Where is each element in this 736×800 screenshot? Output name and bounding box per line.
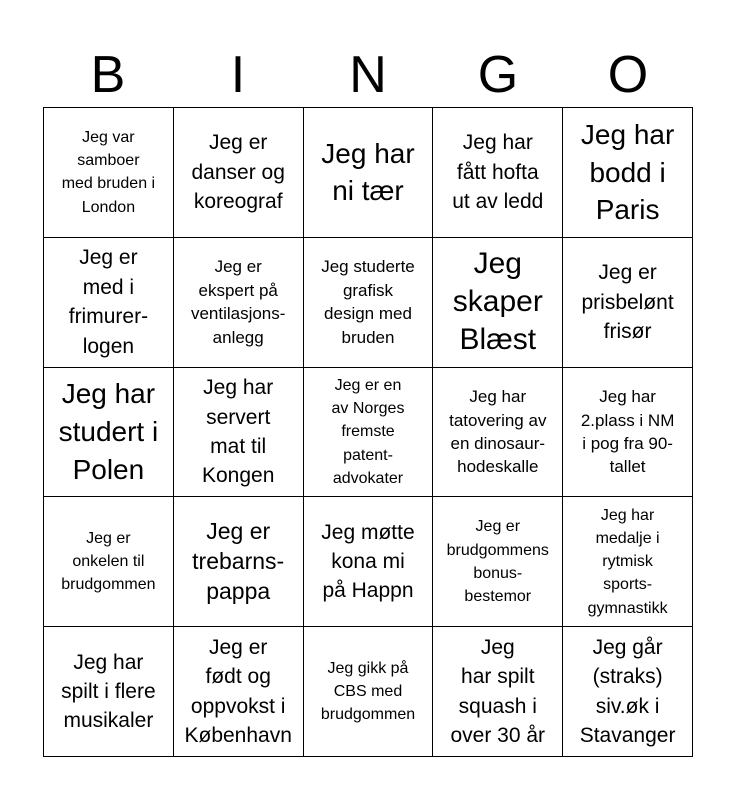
bingo-cell[interactable]: Jeg har servert mat til Kongen (174, 368, 304, 498)
header-letter-n: N (349, 46, 387, 104)
bingo-cell[interactable]: Jeg er ekspert på ventilasjons- anlegg (174, 238, 304, 368)
bingo-cell[interactable]: Jeg er prisbelønt frisør (563, 238, 693, 368)
bingo-cell[interactable]: Jeg har fått hofta ut av ledd (433, 108, 563, 238)
bingo-cell[interactable]: Jeg er brudgommens bonus- bestemor (433, 497, 563, 627)
bingo-cell[interactable]: Jeg er trebarns- pappa (174, 497, 304, 627)
bingo-cell[interactable]: Jeg har medalje i rytmisk sports- gymnastikk (563, 497, 693, 627)
bingo-cell[interactable]: Jeg har bodd i Paris (563, 108, 693, 238)
bingo-cell[interactable]: Jeg har spilt squash i over 30 år (433, 627, 563, 757)
bingo-cell[interactable]: Jeg er født og oppvokst i København (174, 627, 304, 757)
bingo-cell[interactable]: Jeg gikk på CBS med brudgommen (304, 627, 434, 757)
bingo-cell[interactable]: Jeg er med i frimurer- logen (44, 238, 174, 368)
bingo-cell[interactable]: Jeg er onkelen til brudgommen (44, 497, 174, 627)
bingo-header (43, 42, 693, 108)
header-letter-b: B (90, 46, 126, 104)
bingo-grid (43, 107, 693, 757)
bingo-cell[interactable]: Jeg var samboer med bruden i London (44, 108, 174, 238)
bingo-cell[interactable]: Jeg har tatovering av en dinosaur- hodeskalle (433, 368, 563, 498)
bingo-cell[interactable]: Jeg studerte grafisk design med bruden (304, 238, 434, 368)
header-letter-i: I (230, 46, 246, 104)
bingo-cell[interactable]: Jeg går (straks) siv.øk i Stavanger (563, 627, 693, 757)
bingo-cell[interactable]: Jeg skaper Blæst (433, 238, 563, 368)
bingo-cell[interactable]: Jeg møtte kona mi på Happn (304, 497, 434, 627)
bingo-cell[interactable]: Jeg har spilt i flere musikaler (44, 627, 174, 757)
header-letter-g: G (477, 46, 519, 104)
bingo-cell[interactable]: Jeg er danser og koreograf (174, 108, 304, 238)
bingo-cell[interactable]: Jeg har 2.plass i NM i pog fra 90- tallet (563, 368, 693, 498)
bingo-cell[interactable]: Jeg har ni tær (304, 108, 434, 238)
header-letter-o: O (607, 46, 649, 104)
bingo-cell[interactable]: Jeg har studert i Polen (44, 368, 174, 498)
bingo-cell[interactable]: Jeg er en av Norges fremste patent- advokater (304, 368, 434, 498)
